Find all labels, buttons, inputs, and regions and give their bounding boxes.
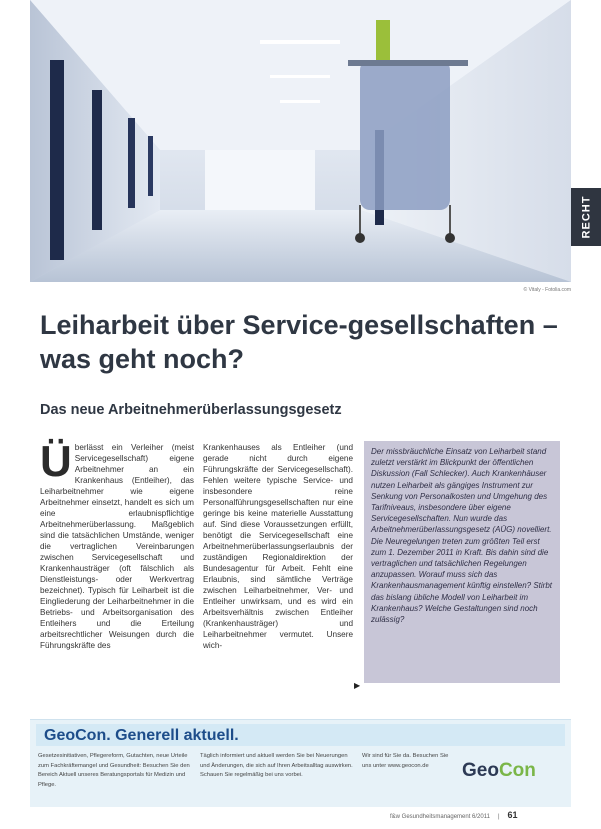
body-column-1 (40, 437, 194, 651)
section-tab (571, 188, 601, 246)
body-column-2: Krankenhauses als Entleiher (und gerade nicht durch eigene Führungskräfte der Servicegesellschaft). Fehlen weitere typische Service- und insbesondere reine Personalführungsgesellschaften nur eine geringe bis keine materielle Ausstattung auf. Sind diese Voraussetzungen erfüllt, benötigt die Servicegesellschaft eine Arbeitnehmerüberlassungserlaubnis der zuständigen Regionaldirektion der Bundesagentur für Arbeit. Fehlt eine Erlaubnis, sind sämtliche Verträge zwischen Leiharbeitnehmer, Ver- und Entleiher unwirksam, und es wird ein Arbeitsverhältnis zwischen Entleiher (Krankenhausträger) und Leiharbeitnehmer vermutet. Unsere wich- (203, 443, 353, 650)
ad-text-column-1: Gesetzesinitiativen, Pflegereform, Gutachten, neue Urteile zum Fachkräftemangel und Gesundheit: Besuchen Sie den Bereich Aktuell unseres Beratungsportals für Medizin und Pflege. (38, 753, 190, 788)
logo-part-con: Con (498, 760, 536, 781)
ad-text-column-2: Täglich informiert und aktuell werden Sie bei Neuerungen und Änderungen, die sich auf Ihren Arbeitsalltag auswirken. Schauen Sie regelmäßig bei uns vorbei. (200, 753, 353, 778)
logo-part-geo: Geo (462, 760, 499, 781)
body-column-1-text: berlässt ein Verleiher (meist Servicegesellschaft) eigene Arbeitnehmer an ein Krankenhaus (Entleiher), das Leiharbeitnehmer wie eigene Arbeitnehmer einsetzt, handelt es sich um eine erlaubnispflichtige Arbeitnehmerüberlassung. Maßgeblich sind die tatsächlichen Umstände, weniger die vertraglichen Vereinbarungen zwischen Servicegesellschaft und Krankenhausträger (oft fälschlich als Dienstleistungs- oder Werkvertrag bezeichnet). Typisch für Leiharbeit ist die Eingliederung der Leiharbeitnehmer in die Betriebs- und Arbeitsorganisation des Entleihers und die Erteilung arbeitsrechtlicher Weisungen durch die Führungskräfte des (40, 443, 194, 650)
footer-journal: f&w Gesundheitsmanagement 6/2011 (390, 814, 490, 820)
sidebar-box: Der missbräuchliche Einsatz von Leiharbeit stand zuletzt verstärkt im Blickpunkt der öffentlichen Diskussion (Fall Schlecker). Auch Krankenhäuser nutzen Leiharbeit als gängiges Instrument zur Senkung von Personalkosten und Umgehung des Tarifniveaus, insbesondere über eigene Servicegesellschaften. Nun wurde das Arbeitnehmerüberlassungsgesetz (AÜG) novelliert. Die Neuregelungen treten zum größten Teil erst zum 1. Dezember 2011 in Kraft. Bis dahin sind die vertraglichen und tatsächlichen Regelungen anzupassen. Worauf muss sich das Krankenhausmanagement künftig einstellen? Stirbt das bislang übliche Modell von Leiharbeit im Krankenhaus? Welche Gestaltungen sind noch zulässig? (364, 441, 560, 683)
photo-credit: © Vitaly - Fotolia.com (523, 287, 571, 293)
geocon-logo (462, 760, 536, 782)
ad-text-column-3: Wir sind für Sie da. Besuchen Sie uns unter www.geocon.de (362, 753, 449, 769)
ad-title: GeoCon. Generell aktuell. (44, 727, 239, 744)
corridor-photo (30, 0, 571, 282)
subtitle: Das neue Arbeitnehmerüberlassungsgesetz (40, 402, 342, 418)
dropcap: Ü (40, 437, 72, 486)
footer-separator: | (497, 814, 500, 820)
corridor-illustration (30, 0, 571, 282)
page-number: 61 (507, 810, 518, 820)
page-footer (390, 810, 570, 820)
headline: Leiharbeit über Service-gesellschaften – was geht noch? (40, 310, 558, 374)
section-tab-label: RECHT (580, 195, 593, 239)
advertisement (30, 719, 571, 807)
continue-arrow: ▶ (354, 681, 361, 690)
